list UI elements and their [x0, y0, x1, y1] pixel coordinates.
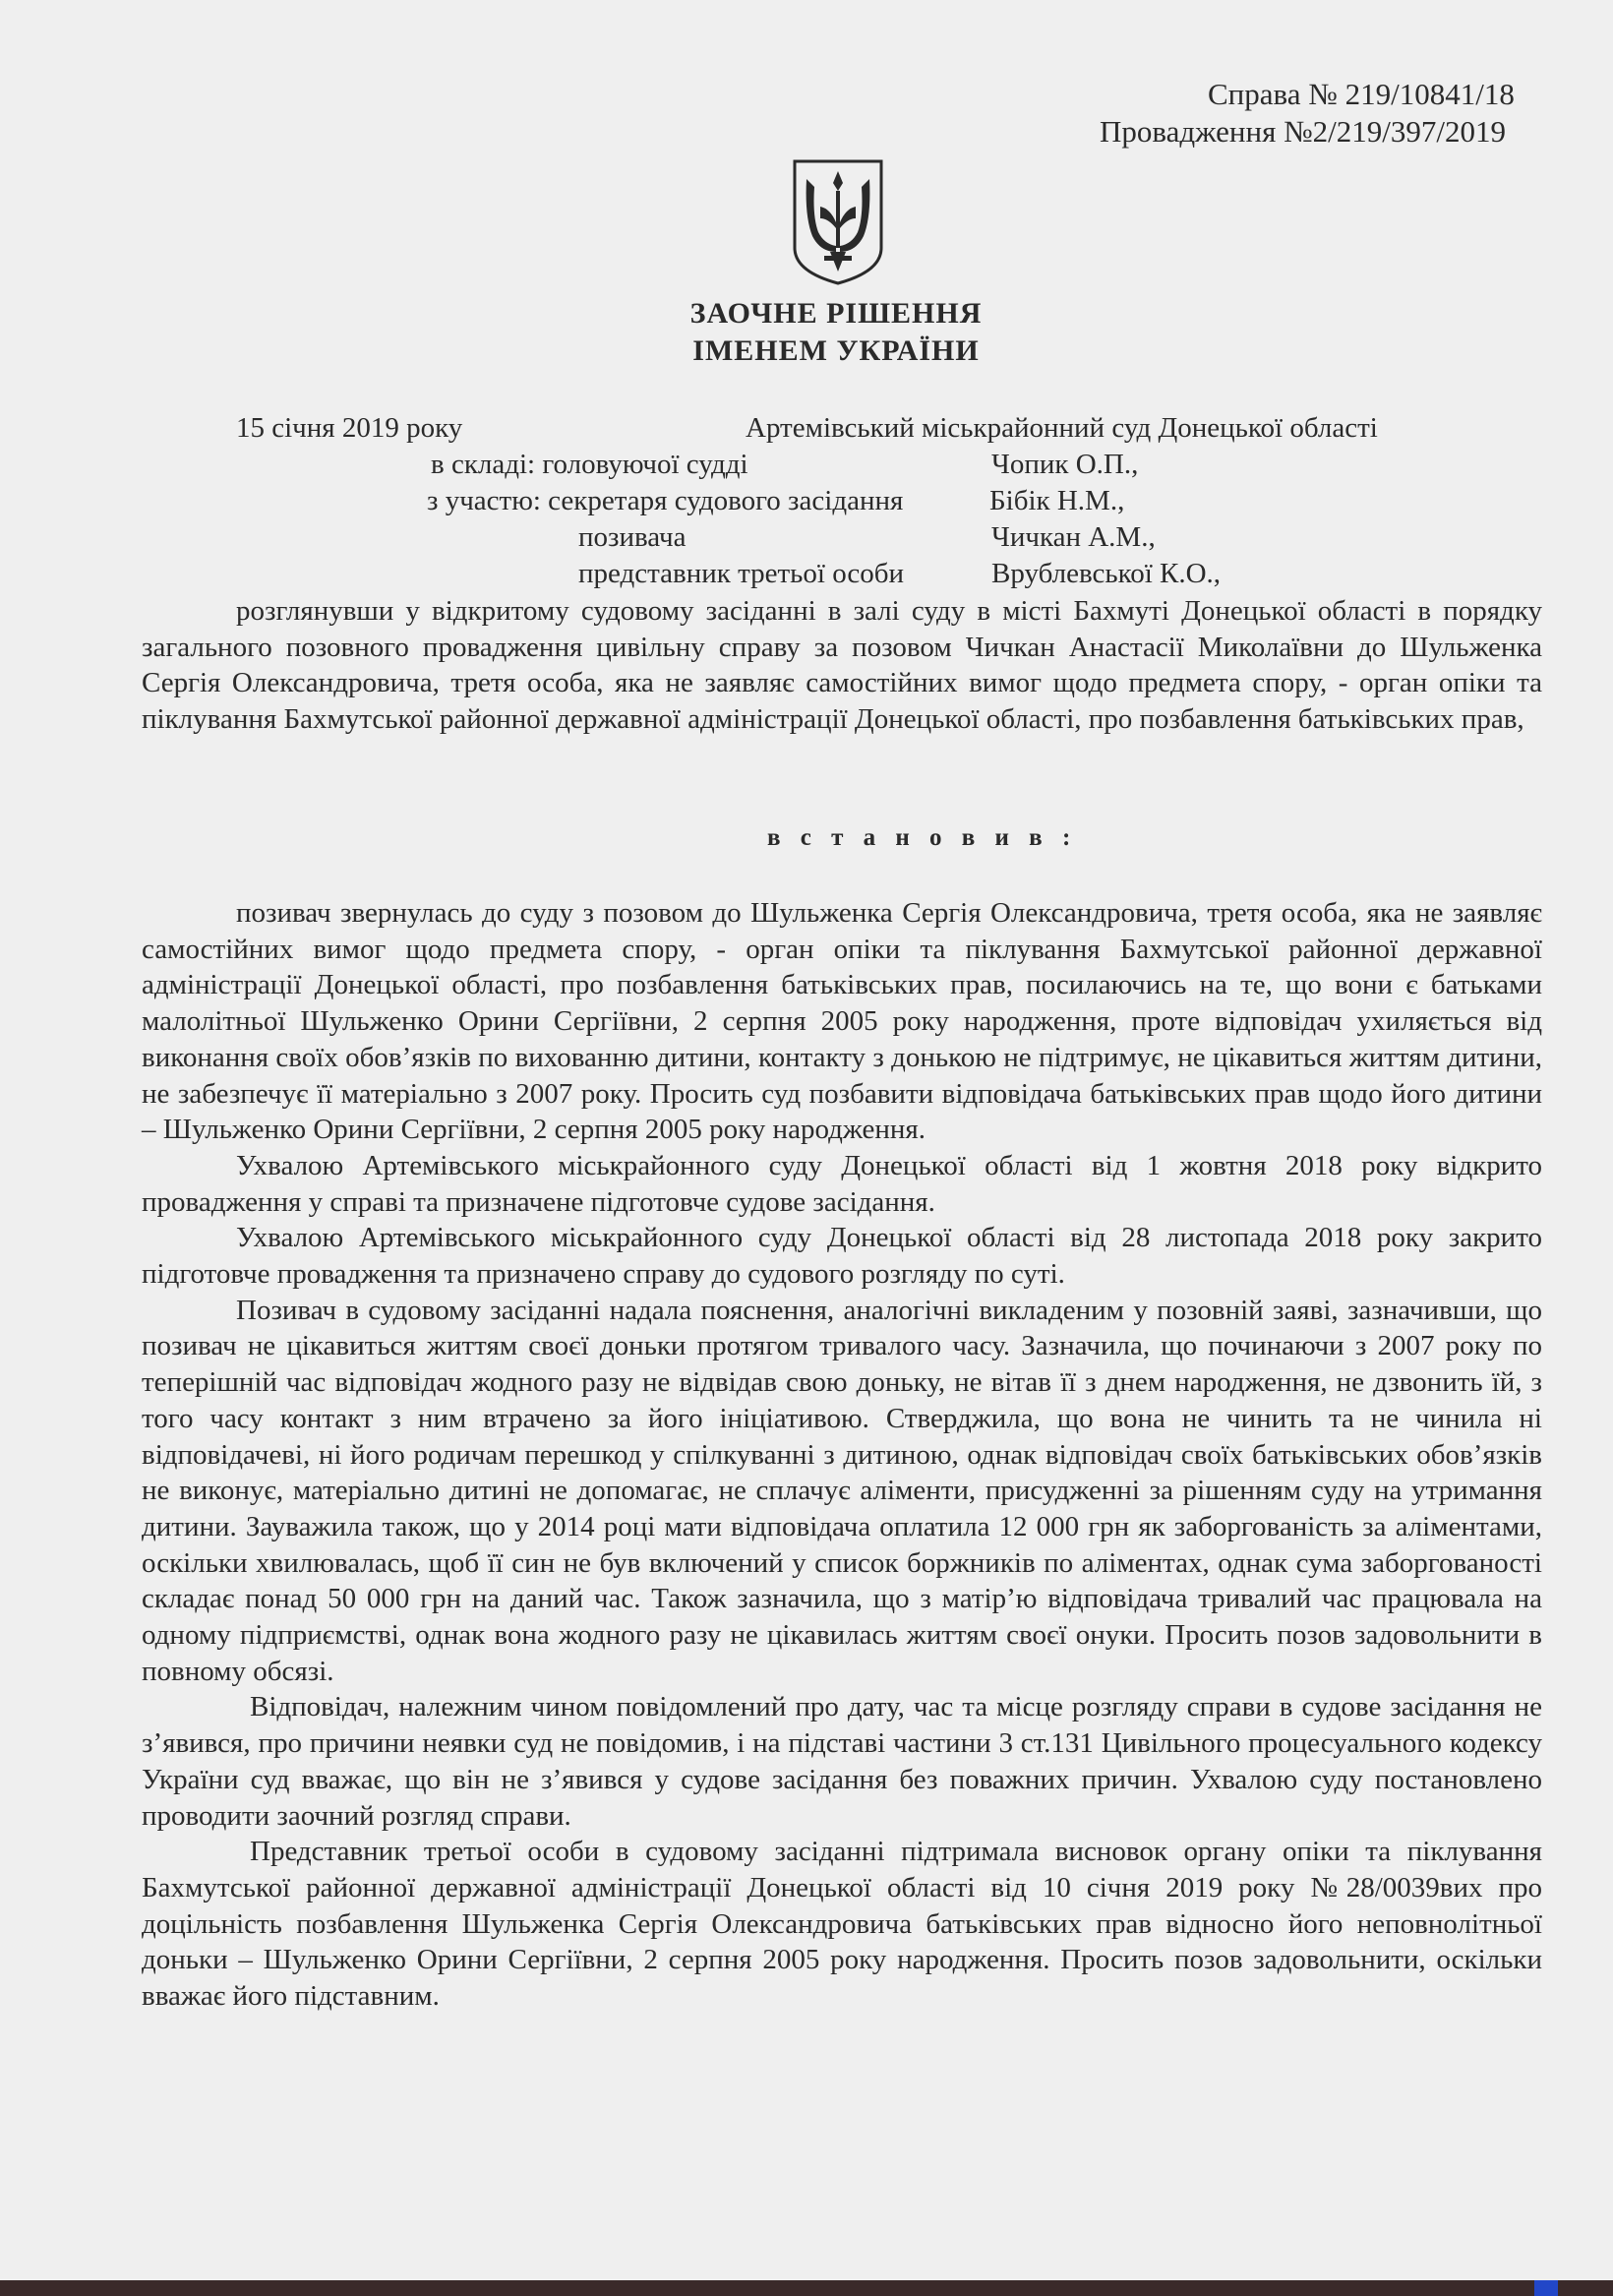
court-name: Артемівський міськрайонний суд Донецької області [746, 412, 1378, 444]
plaintiff-name: Чичкан А.М., [991, 521, 1156, 553]
paragraph-ruling-2: Ухвалою Артемівського міськрайонного суду Донецької області від 28 листопада 2018 року закрито підготовче провадження та призначено справу до судового розгляду по суті. [142, 1222, 1542, 1291]
section-heading: в с т а н о в и в : [767, 824, 1078, 851]
body-paragraphs [142, 895, 1542, 2015]
secretary-name: Бібік Н.М., [989, 485, 1125, 516]
paragraph-ruling-1: Ухвалою Артемівського міськрайонного суду Донецької області від 1 жовтня 2018 року відкрито провадження у справі та призначене підготовче судове засідання. [142, 1149, 1542, 1218]
judge-name: Чопик О.П., [991, 449, 1139, 480]
paragraph-claim: позивач звернулась до суду з позовом до Шульженка Сергія Олександровича, третя особа, яка не заявляє самостійних вимог щодо предмета спору, - орган опіки та піклування Бахмутської районної державної адміністрації Донецької області, про позбавлення батьківських прав, посилаючись на те, що вони є батьками малолітньої Шульженко Орини Сергіївни, 2 серпня 2005 року народження, проте відповідач ухиляється від виконання своїх обов’язків по вихованню дитини, контакту з донькою не підтримує, не цікавиться життям дитини, не забезпечує її матеріально з 2007 року. Просить суд позбавити відповідача батьківських прав щодо його дитини – Шульженко Орини Сергіївни, 2 серпня 2005 року народження. [142, 897, 1542, 1146]
decision-date: 15 січня 2019 року [236, 412, 463, 444]
scan-edge-marker [1534, 2280, 1558, 2296]
participation-label: з участю: секретаря судового засідання [427, 485, 904, 516]
case-number: Справа № 219/10841/18 [1208, 77, 1515, 111]
paragraph-defendant: Відповідач, належним чином повідомлений про дату, час та місце розгляду справи в судове засідання не з’явився, про причини неявки суд не повідомив, і на підставі частини 3 ст.131 Цивільного процесуального кодексу України суд вважає, що він не з’явився у судове засідання без поважних причин. Ухвалою суду постановлено проводити заочний розгляд справи. [142, 1691, 1542, 1832]
coat-of-arms-icon [791, 157, 885, 287]
third-party-label: представник третьої особи [578, 558, 905, 589]
scan-edge [0, 2280, 1613, 2296]
intro-text: розглянувши у відкритому судовому засіданні в залі суду в місті Бахмуті Донецької області в порядку загального позовного провадження цивільну справу за позовом Чичкан Анастасії Миколаївни до Шульженка Сергія Олександровича, третя особа, яка не заявляє самостійних вимог щодо предмета спору, - орган опіки та піклування Бахмутської районної державної адміністрації Донецької області, про позбавлення батьківських прав, [142, 595, 1542, 736]
composition-label: в складі: головуючої судді [431, 449, 748, 480]
third-party-name: Врублевської К.О., [991, 558, 1222, 589]
paragraph-third-party: Представник третьої особи в судовому засіданні підтримала висновок органу опіки та піклування Бахмутської районної державної адміністрації Донецької області від 10 січня 2019 року №28/0039вих про доцільність позбавлення Шульженка Сергія Олександровича батьківських прав відносно його неповнолітньої доньки – Шульженко Орини Сергіївни, 2 серпня 2005 року народження. Просить позов задовольнити, оскільки вважає його підставним. [142, 1836, 1542, 2013]
intro-paragraph [142, 593, 1542, 738]
title-line-1: ЗАОЧНЕ РІШЕННЯ [689, 297, 983, 330]
title-line-2: ІМЕНЕМ УКРАЇНИ [692, 334, 980, 367]
proceeding-number: Провадження №2/219/397/2019 [1100, 114, 1507, 149]
plaintiff-label: позивача [578, 521, 687, 553]
paragraph-plaintiff-testimony: Позивач в судовому засіданні надала пояснення, аналогічні викладеним у позовній заяві, зазначивши, що позивач не цікавиться життям своєї доньки протягом тривалого часу. Зазначила, що починаючи з 2007 року по теперішній час відповідач жодного разу не відвідав свою доньку, не вітав її з днем народження, не дзвонить їй, з того часу контакт з ним втрачено за його ініціативою. Стверджила, що вона не чинить та не чинила ні відповідачеві, ні його родичам перешкод у спілкуванні з дитиною, однак відповідач своїх батьківських обов’язків не виконує, матеріально дитині не допомагає, не сплачує аліменти, присудженні за рішенням суду на утримання дитини. Зауважила також, що у 2014 році мати відповідача оплатила 12 000 грн як заборгованість за аліментами, оскільки хвилювалась, щоб її син не був включений у список боржників по аліментах, однак сума заборгованості складає понад 50 000 грн на даний час. Також зазначила, що з матір’ю відповідача тривалий час працювала на одному підприємстві, однак вона жодного разу не цікавилась життям своєї онуки. Просить позов задовольнити в повному обсязі. [142, 1294, 1542, 1687]
